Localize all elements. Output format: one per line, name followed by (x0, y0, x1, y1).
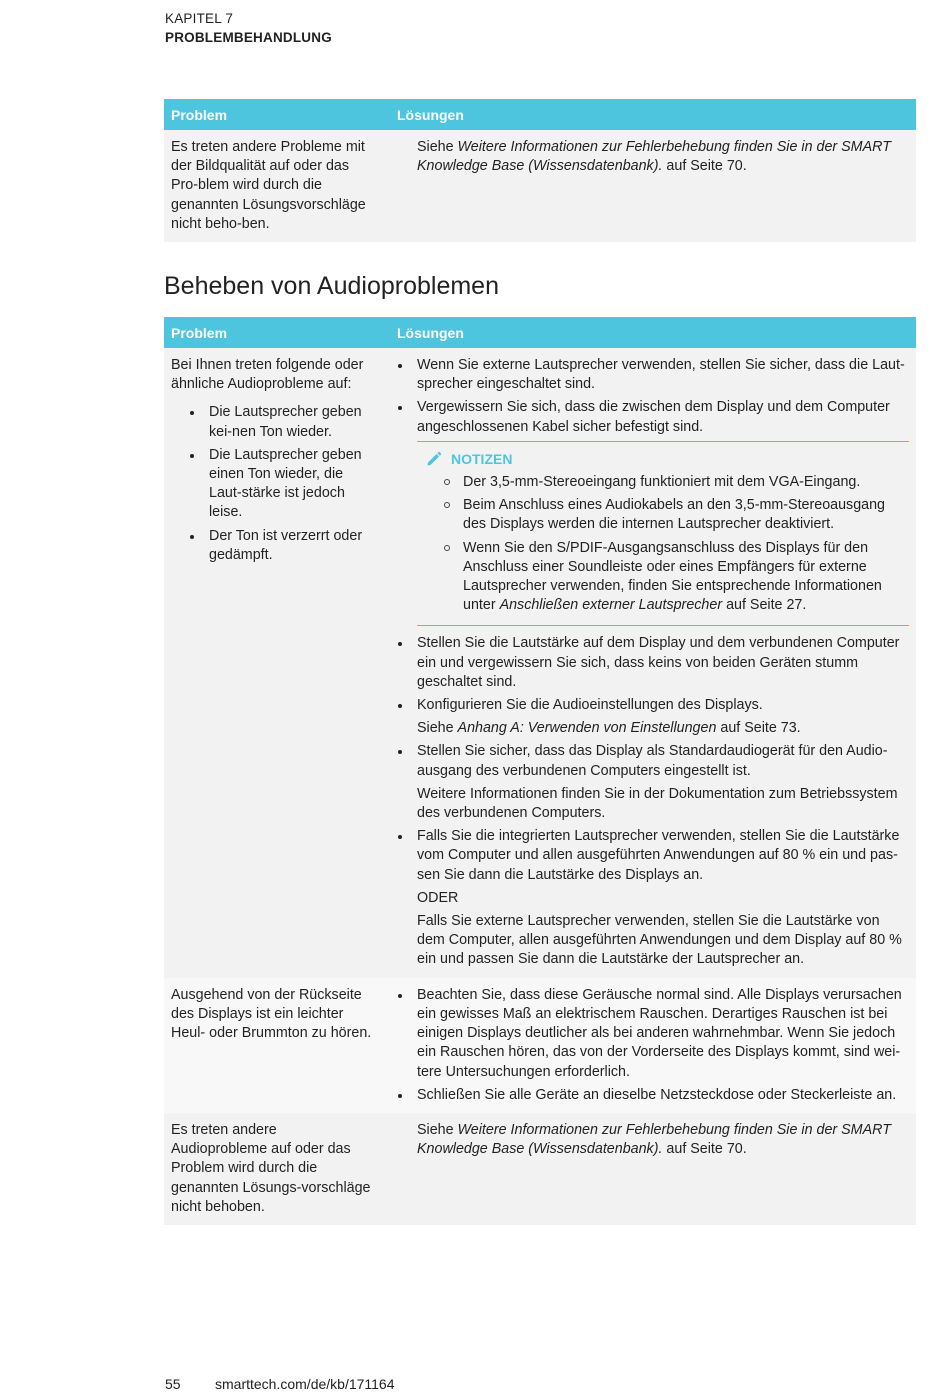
footer-url-link[interactable]: smarttech.com/de/kb/171164 (215, 1376, 395, 1392)
note-text: Wenn Sie den S/PDIF-Ausgangsanschluss des Displays für den Anschluss einer Soundleiste oder eines Empfängers für externe Lautsprecher verwenden, finden Sie entsprechende Informationen unter (463, 539, 882, 614)
list-item: Der 3,5-mm-Stereoeingang funktioniert mit dem VGA-Eingang. (417, 473, 909, 492)
solution-page-ref: auf Seite 70. (662, 1141, 747, 1158)
list-item: Konfigurieren Sie die Audioeinstellungen des Displays. (397, 696, 909, 715)
solution-text: Siehe (417, 139, 458, 155)
problem-cell: Es treten andere Audioprobleme auf oder das Problem wird durch die genannten Lösungs-vorschläge nicht behoben. (164, 1113, 390, 1225)
solution-page-ref: auf Seite 73. (716, 720, 801, 737)
table-row (164, 348, 916, 978)
problem-list (189, 403, 374, 565)
column-header-solutions: Lösungen (390, 99, 916, 130)
solution-list (397, 827, 909, 885)
solution-text: Siehe (417, 720, 458, 737)
column-header-solutions: Lösungen (390, 317, 916, 348)
or-separator: ODER (417, 889, 459, 906)
settings-appendix-link[interactable]: Anhang A: Verwenden von Einstellungen (457, 720, 717, 737)
note-list (417, 473, 909, 615)
list-item: Vergewissern Sie sich, dass die zwischen dem Display und dem Computer angeschlossenen Kabel sicher befestigt sind. (397, 398, 909, 436)
chapter-label: KAPITEL 7 (165, 11, 234, 26)
speaker-connection-link[interactable]: Anschließen externer Lautsprecher (499, 597, 723, 614)
problem-cell: Es treten andere Probleme mit der Bildqualität auf oder das Pro-blem wird durch die genannten Lösungsvorschläge nicht beho-ben. (164, 130, 390, 242)
solution-paragraph: Falls Sie externe Lautsprecher verwenden, stellen Sie die Lautstärke von dem Computer, allen ausgeführten Anwendungen und dem Display auf 80 % ein und passen Sie dann die Lautstärke der Lautsprecher an. (417, 913, 902, 968)
solution-paragraph: Weitere Informationen finden Sie in der Dokumentation zum Betriebssystem des verbundenen Computers. (417, 785, 898, 822)
solution-cell (390, 348, 916, 978)
problem-intro: Bei Ihnen treten folgende oder ähnliche Audioprobleme auf: (171, 357, 364, 393)
page-header (165, 9, 332, 47)
note-box (417, 441, 909, 627)
solution-list (397, 986, 909, 1105)
list-item: Schließen Sie alle Geräte an dieselbe Netzsteckdose oder Steckerleiste an. (397, 1086, 909, 1105)
list-item (417, 539, 909, 616)
list-item: Der Ton ist verzerrt oder gedämpft. (189, 527, 374, 565)
list-item: Stellen Sie die Lautstärke auf dem Display und dem verbundenen Computer ein und vergewissern Sie sich, dass keins von beiden Geräten stumm geschaltet sind. (397, 634, 909, 692)
table-row (164, 1113, 916, 1225)
note-page-ref: auf Seite 27. (722, 597, 807, 614)
kb-link[interactable]: Weitere Informationen zur Fehlerbehebung finden Sie in der SMART Knowledge Base (Wissensdatenbank). (417, 1121, 891, 1158)
solution-cell (390, 1113, 916, 1225)
solution-list (397, 742, 909, 780)
table-row (164, 130, 916, 242)
list-item: Wenn Sie externe Lautsprecher verwenden, stellen Sie sicher, dass die Laut-sprecher eingeschaltet sind. (397, 356, 909, 394)
solution-text: Siehe (417, 1121, 458, 1138)
audio-problems-table (164, 317, 916, 1225)
image-problems-table (164, 99, 916, 242)
list-item: Die Lautsprecher geben einen Ton wieder, die Laut-stärke ist jedoch leise. (189, 446, 374, 523)
list-item: Beim Anschluss eines Audiokabels an den 3,5-mm-Stereoausgang des Displays werden die internen Lautsprecher deaktiviert. (417, 496, 909, 534)
table-row (164, 978, 916, 1113)
page-number: 55 (165, 1376, 181, 1392)
list-item: Die Lautsprecher geben kei-nen Ton wieder. (189, 403, 374, 441)
column-header-problem: Problem (164, 99, 390, 130)
note-title: NOTIZEN (451, 450, 513, 467)
chapter-title: PROBLEMBEHANDLUNG (165, 30, 332, 45)
list-item: Beachten Sie, dass diese Geräusche normal sind. Alle Displays verursachen ein gewisses Maß an elektrischem Rauschen. Derartiges Rauschen ist bei einigen Displays deutlicher als bei anderen wahrnehmbar. Wenn Sie jedoch ein Rauschen hören, das von der Vorderseite des Displays kommt, sind wei-tere Untersuchungen erforderlich. (397, 986, 909, 1082)
solution-cell (390, 978, 916, 1113)
pencil-icon (425, 450, 443, 468)
solution-page-ref: auf Seite 70. (662, 158, 747, 175)
solution-list (397, 356, 909, 437)
section-heading: Beheben von Audioproblemen (164, 272, 499, 300)
kb-link[interactable]: Weitere Informationen zur Fehlerbehebung finden Sie in der SMART Knowledge Base (Wissensdatenbank). (417, 139, 891, 175)
list-item: Falls Sie die integrierten Lautsprecher verwenden, stellen Sie die Lautstärke vom Computer und allen ausgeführten Anwendungen auf 80 % ein und pas-sen Sie dann die Lautstärke des Displays an. (397, 827, 909, 885)
problem-cell (164, 348, 390, 978)
solution-cell (390, 130, 916, 242)
list-item: Stellen Sie sicher, dass das Display als Standardaudiogerät für den Audio-ausgang des verbundenen Computers eingestellt ist. (397, 742, 909, 780)
column-header-problem: Problem (164, 317, 390, 348)
problem-cell: Ausgehend von der Rückseite des Displays ist ein leichter Heul- oder Brummton zu hören. (164, 978, 390, 1113)
solution-list (397, 634, 909, 715)
